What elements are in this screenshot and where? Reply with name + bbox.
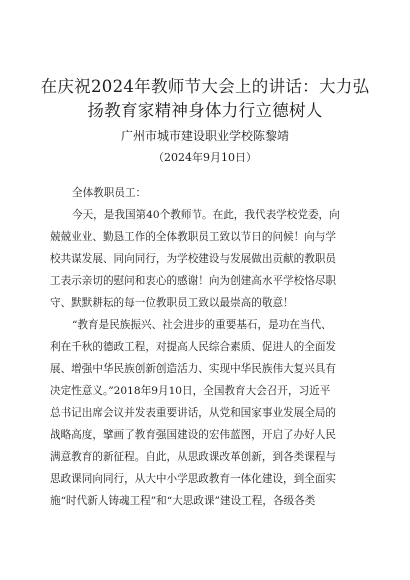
paragraph-1-line: 今天，是我国第40个教师节。在此，我代表学校党委，向 xyxy=(72,209,340,221)
paragraph-2-line: 总书记出席会议并发表重要讲话，从党和国家事业发展全局的 xyxy=(50,407,337,419)
paragraph-2-line: 满意教育的新征程。自此，从思政课改革创新，到各类课程与 xyxy=(50,451,337,463)
document-title-line-2: 扬教育家精神身体力行立德树人 xyxy=(87,101,323,120)
paragraph-2-line: 决定性意义。”2018年9月10日，全国教育大会召开，习近平 xyxy=(50,385,331,397)
paragraph-1-line: 工表示亲切的慰问和衷心的感谢！向为创建高水平学校恪尽职 xyxy=(50,275,337,287)
paragraph-2-line: 展、增强中华民族创新创造活力、实现中华民族伟大复兴具有 xyxy=(50,363,337,375)
paragraph-1-line: 守、默默耕耘的每一位教职员工致以最崇高的敬意！ xyxy=(50,297,294,309)
paragraph-2-line: 战略高度，擘画了教育强国建设的宏伟蓝图，开启了办好人民 xyxy=(50,429,337,441)
document-date: （2024年9月10日） xyxy=(153,151,257,164)
paragraph-2-line: 施“时代新人铸魂工程”和“大思政课”建设工程，各级各类 xyxy=(50,495,316,507)
document-author: 广州市城市建设职业学校陈黎靖 xyxy=(120,129,289,143)
paragraph-2-line: 利在千秋的德政工程，对提高人民综合素质、促进人的全面发 xyxy=(50,341,337,353)
paragraph-1-line: 校共谋发展、同向同行，为学校建设与发展做出贡献的教职员 xyxy=(50,253,337,265)
salutation: 全体教职员工： xyxy=(72,187,147,199)
paragraph-1-line: 兢兢业业、勤恳工作的全体教职员工致以节日的问候！向与学 xyxy=(50,231,337,243)
document-title-line-1: 在庆祝2024年教师节大会上的讲话：大力弘 xyxy=(40,77,370,96)
paragraph-2-line: “教育是民族振兴、社会进步的重要基石，是功在当代、 xyxy=(72,319,332,331)
paragraph-2-line: 思政课同向同行，从大中小学思政教育一体化建设，到全面实 xyxy=(50,473,337,485)
